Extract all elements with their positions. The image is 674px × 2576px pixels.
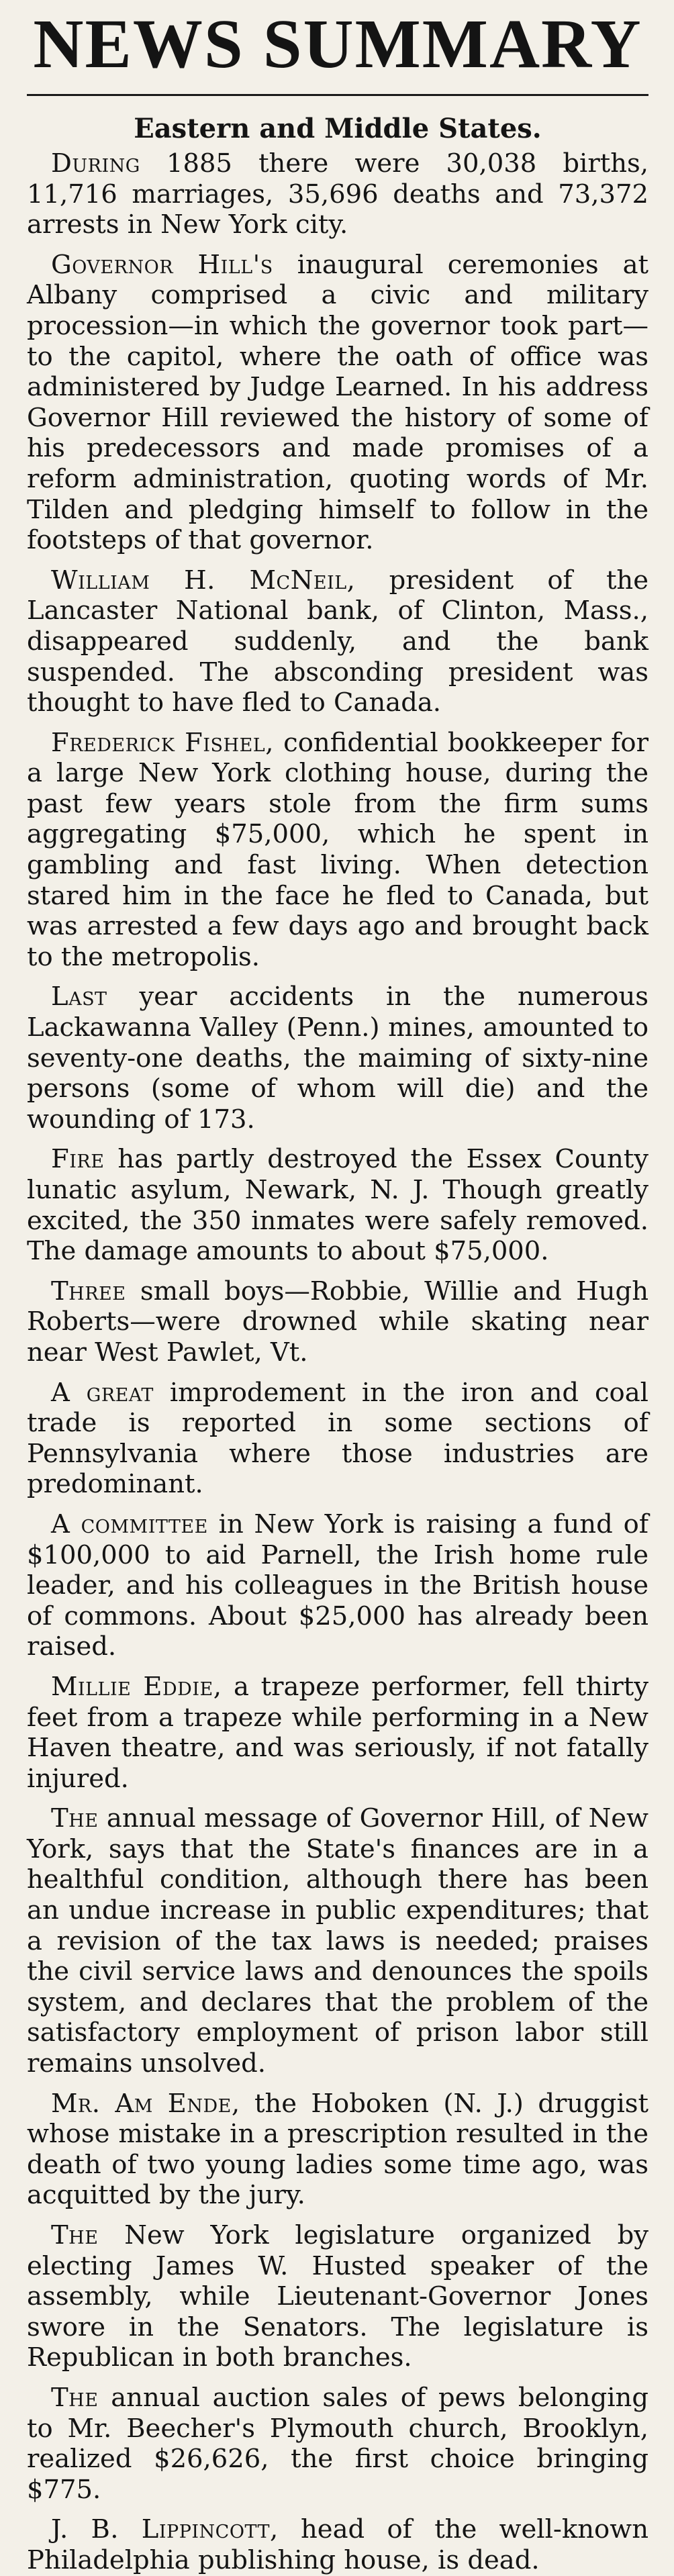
news-item-lead: During (51, 148, 140, 179)
news-item-text: year accidents in the numerous Lackawanna Valley (Penn.) mines, amounted to seventy-one deaths, the maiming of sixty-nine persons (some of whom will die) and the wounding of 173. (27, 982, 648, 1135)
news-item-lead: The (51, 2382, 99, 2413)
news-item (27, 1276, 648, 1368)
news-item-text: inaugural ceremonies at Albany comprised a civic and military procession—in which the governor took part—to the capitol, where the oath of office was administered by Judge Learned. In his address Governor Hill reviewed the history of some of his predecessors and made promises of a reform administration, quoting words of Mr. Tilden and pledging himself to follow in the footsteps of that governor. (27, 249, 648, 556)
news-item-lead: Frederick Fishel, (51, 727, 274, 758)
news-item-text: a trapeze performer, fell thirty feet from a trapeze while performing in a New Haven theatre, and was seriously, if not fatally injured. (27, 1671, 648, 1794)
news-item-text: improdement in the iron and coal trade is reported in some sections of Pennsylvania where those industries are predominant. (27, 1377, 648, 1500)
news-item (27, 1672, 648, 1794)
news-item-lead: Last (51, 982, 107, 1012)
news-item-lead: Governor Hill's (51, 249, 273, 280)
news-item (27, 250, 648, 556)
news-item (27, 2220, 648, 2373)
news-item-lead: Fire (51, 1144, 105, 1175)
news-item-text: the Hoboken (N. J.) druggist whose mistake in a prescription resulted in the death of two young ladies some time ago, was acquitted by the jury. (27, 2088, 648, 2211)
news-item (27, 1803, 648, 2079)
news-item (27, 2383, 648, 2505)
news-item (27, 982, 648, 1135)
news-item-text: annual auction sales of pews belonging to Mr. Beecher's Plymouth church, Brooklyn, realized $26,626, the first choice bringing $775. (27, 2382, 648, 2505)
news-item-lead: Three (51, 1276, 126, 1306)
news-item-text: confidential bookkeeper for a large New York clothing house, during the past few years stole from the firm sums aggregating $75,000, which he spent in gambling and fast living. When detection stared him in the face he fled to Canada, but was arrested a few days ago and brought back to the metropolis. (27, 727, 648, 972)
news-item (27, 565, 648, 718)
news-item (27, 728, 648, 973)
news-item-text: president of the Lancaster National bank, of Clinton, Mass., disappeared suddenly, and the bank suspended. The absconding president was thought to have fled to Canada. (27, 565, 648, 718)
news-item (27, 1509, 648, 1662)
masthead-title: NEWS SUMMARY (27, 9, 648, 96)
news-item-text: in New York is raising a fund of $100,000 to aid Parnell, the Irish home rule leader, and his colleagues in the British house of commons. About $25,000 has already been raised. (27, 1509, 648, 1662)
news-item-text: head of the well-known Philadelphia publishing house, is dead. (27, 2514, 648, 2575)
news-item-text: 1885 there were 30,038 births, 11,716 marriages, 35,696 deaths and 73,372 arrests in New York city. (27, 148, 648, 240)
news-item (27, 148, 648, 240)
news-item-text: small boys—Robbie, Willie and Hugh Roberts—were drowned while skating near near West Pawlet, Vt. (27, 1276, 648, 1368)
news-item-lead: Millie Eddie, (51, 1671, 222, 1702)
news-item-text: annual message of Governor Hill, of New York, says that the State's finances are in a healthful condition, although there has been an undue increase in public expenditures; that a revision of the tax laws is needed; praises the civil service laws and denounces the spoils system, and declares that the problem of the satisfactory employment of prison labor still remains unsolved. (27, 1803, 648, 2079)
news-item-lead: A great (51, 1377, 154, 1408)
news-item (27, 2514, 648, 2575)
news-item-lead: A committee (51, 1509, 208, 1539)
news-item-text: has partly destroyed the Essex County lunatic asylum, Newark, N. J. Though greatly excited, the 350 inmates were safely removed. The damage amounts to about $75,000. (27, 1144, 648, 1267)
news-item-lead: The (51, 1803, 99, 1834)
news-item-lead: William H. McNeil, (51, 565, 356, 595)
news-item-lead: The (51, 2220, 99, 2250)
news-item-lead: J. B. Lippincott, (51, 2514, 279, 2545)
section-heading: Eastern and Middle States. (134, 113, 542, 144)
news-item (27, 2089, 648, 2211)
news-item-text: New York legislature organized by electing James W. Husted speaker of the assembly, while Lieutenant-Governor Jones swore in the Senators. The legislature is Republican in both branches. (27, 2220, 648, 2373)
news-item-lead: Mr. Am Ende, (51, 2088, 240, 2119)
news-item (27, 1144, 648, 1266)
news-item (27, 1378, 648, 1500)
